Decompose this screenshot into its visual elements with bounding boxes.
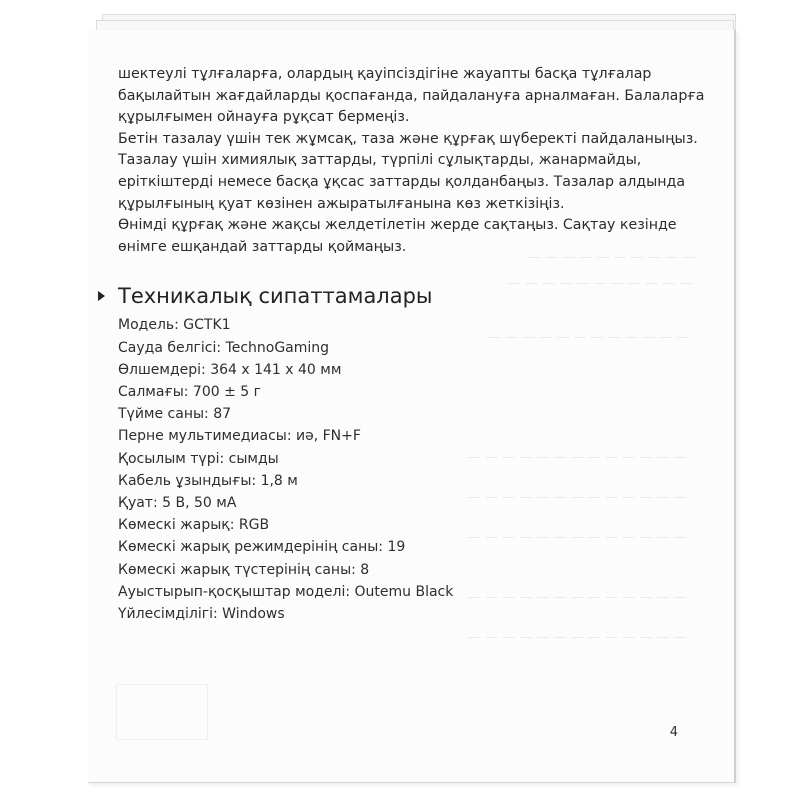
bleed-through-text: — — — — — — — — — —: [528, 250, 696, 265]
triangle-bullet-icon: [98, 291, 105, 301]
paragraph-line: бақылайтын жағдайларды қоспағанда, пайдалануға арналмаған. Балаларға: [118, 87, 705, 104]
spec-item: Көмескі жарық: RGB: [118, 517, 270, 534]
bleed-through-text: — — — — — — — — — — — — —: [468, 450, 687, 465]
spec-item: Модель: GCTK1: [118, 317, 231, 334]
spec-item: Үйлесімділігі: Windows: [118, 605, 285, 622]
spec-item: Қосылым түрі: сымды: [118, 450, 279, 467]
spec-item: Түйме саны: 87: [118, 406, 232, 423]
front-page: [88, 30, 736, 783]
paragraph-line: өнімге ешқандай заттарды қоймаңыз.: [118, 238, 407, 255]
page-content: [118, 64, 705, 625]
spec-item: Перне мультимедиасы: иә, FN+F: [118, 428, 361, 445]
bleed-through-text: — — — — — — — — — — — —: [488, 330, 690, 345]
care-instructions-paragraph: [118, 64, 705, 258]
spec-item: Салмағы: 700 ± 5 г: [118, 383, 261, 400]
paragraph-line: құрылғының қуат көзінен ажыратылғанына көз жеткізіңіз.: [118, 195, 565, 212]
bleed-through-text: — — — — — — — — — — —: [508, 276, 693, 291]
booklet: [88, 14, 738, 782]
paragraph-line: Бетін тазалау үшін тек жұмсақ, таза және құрғақ шүберекті пайдаланыңыз.: [118, 130, 698, 147]
bleed-through-text: — — — — — — — — — — — — —: [468, 490, 687, 505]
section-title: Техникалық сипаттамалары: [118, 284, 433, 309]
spec-item: Көмескі жарық режимдерінің саны: 19: [118, 539, 406, 556]
spec-list: [118, 314, 698, 625]
spec-item: Қуат: 5 В, 50 мА: [118, 494, 237, 511]
spec-item: Өлшемдері: 364 х 141 х 40 мм: [118, 361, 342, 378]
page-number: 4: [669, 725, 678, 740]
paragraph-line: құрылғымен ойнауға рұқсат бермеңіз.: [118, 109, 410, 126]
spec-item: Сауда белгісі: TechnoGaming: [118, 339, 330, 356]
bleed-through-text: — — — — — — — — — — — — —: [468, 590, 687, 605]
paragraph-line: Өнімді құрғақ және жақсы желдетілетін жерде сақтаңыз. Сақтау кезінде: [118, 217, 677, 234]
paragraph-line: еріткіштерді немесе басқа ұқсас заттарды қолданбаңыз. Тазалар алдында: [118, 173, 686, 190]
spec-item: Ауыстырып-қосқыштар моделі: Outemu Black: [118, 583, 454, 600]
section-heading: [118, 284, 698, 308]
bleed-through-text: — — — — — — — — — — — — —: [468, 630, 687, 645]
paragraph-line: Тазалау үшін химиялық заттарды, түрпілі сұлықтарды, жанармайды,: [118, 152, 642, 169]
spec-item: Кабель ұзындығы: 1,8 м: [118, 472, 298, 489]
spec-item: Көмескі жарық түстерінің саны: 8: [118, 561, 370, 578]
bleed-through-text: — — — — — — — — — — — — —: [468, 530, 687, 545]
paragraph-line: шектеулі тұлғаларға, олардың қауіпсіздігіне жауапты басқа тұлғалар: [118, 66, 652, 82]
certification-mark-ghost: [116, 684, 208, 740]
